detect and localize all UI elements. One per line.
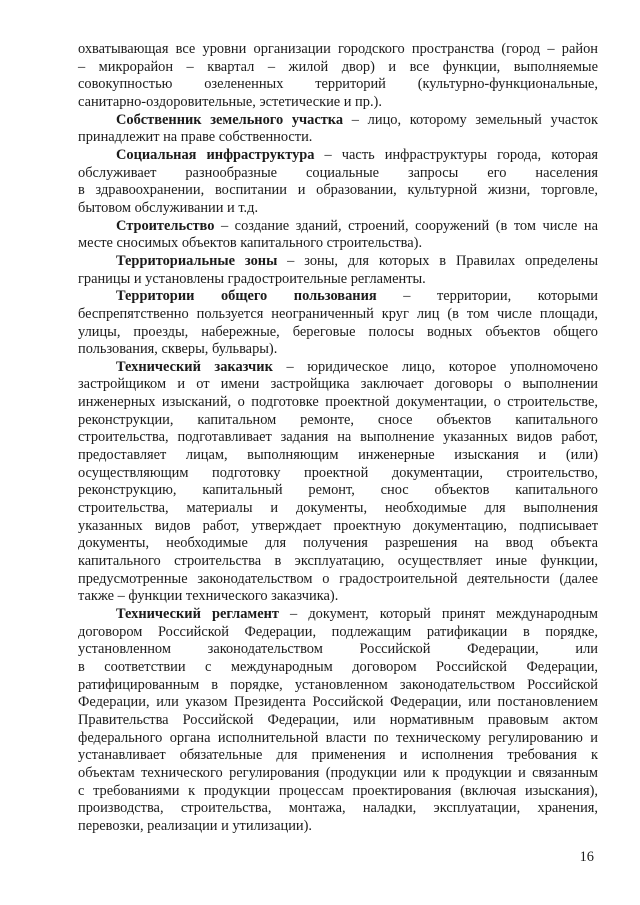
text-line: месте сносимых объектов капитального строительства). xyxy=(78,235,423,252)
text-line: осуществляющим подготовку проектной документации, строительство, xyxy=(78,464,598,481)
definition-start: – документ, который принят международным xyxy=(290,606,598,622)
paragraph-construction xyxy=(78,218,598,253)
text-line: предоставляет лицам, выполняющим инженерные изыскания и (или) xyxy=(78,447,598,464)
text-line: установленном законодательством Российской Федерации, или xyxy=(78,641,598,658)
body-text xyxy=(78,41,598,836)
text-line: с требованиями к продукции процессам проектирования (включая изыскания), xyxy=(78,782,598,799)
term-heading: Территории общего пользования xyxy=(116,288,377,305)
text-line: объектам технического регулирования (продукции или к продукции и связанным xyxy=(78,764,598,781)
text-line: ратифицированным в порядке, установленном законодательством Российской xyxy=(78,676,598,693)
text-line: бытовом обслуживании и т.д. xyxy=(78,199,259,216)
text-line: договором Российской Федерации, подлежащим ратификации в порядке, xyxy=(78,623,598,640)
text-line xyxy=(78,359,598,377)
text-line xyxy=(78,147,598,165)
text-line: производства, строительства, монтажа, наладки, эксплуатации, хранения, xyxy=(78,800,598,817)
text-line: санитарно-оздоровительные, эстетические и пр.). xyxy=(78,93,382,110)
text-line: реконструкцию, капитальный ремонт, снос объектов капитального xyxy=(78,482,598,499)
definition-start: – зоны, для которых в Правилах определены xyxy=(287,252,598,269)
term-heading: Социальная инфраструктура xyxy=(116,146,315,163)
text-line xyxy=(78,112,598,130)
text-line: границы и установлены градостроительные регламенты. xyxy=(78,270,426,287)
term-heading: Собственник земельного участка xyxy=(116,111,344,128)
definition-start: – создание зданий, строений, сооружений (в том числе на xyxy=(220,217,598,234)
paragraph-social-infrastructure xyxy=(78,147,598,218)
text-line: пользования, скверы, бульвары). xyxy=(78,341,278,358)
text-line: документы, необходимые для получения разрешения на ввод объекта xyxy=(78,535,598,552)
text-line: также – функции технического заказчика). xyxy=(78,588,339,605)
text-line: обслуживает разнообразные социальные запросы его населения xyxy=(78,164,598,181)
text-line: инженерных изысканий, о подготовке проектной документации, о строительстве, xyxy=(78,394,598,411)
page-number: 16 xyxy=(579,849,594,865)
text-line: улицы, проезды, набережные, береговые полосы водных объектов общего xyxy=(78,323,598,340)
text-line xyxy=(78,253,598,271)
text-line: реконструкции, капитальном ремонте, сносе объектов капитального xyxy=(78,411,598,428)
text-line xyxy=(78,218,598,236)
text-line: капитального строительства в эксплуатацию, осуществляет иные функции, xyxy=(78,553,598,570)
term-heading: Строительство xyxy=(116,217,215,234)
text-line: застройщиком и от имени застройщика заключает договоры о выполнении xyxy=(78,376,598,393)
text-line: строительства, подготавливает задания на выполнение указанных видов работ, xyxy=(78,429,598,446)
text-line: предусмотренные законодательством о градостроительной деятельности (далее xyxy=(78,570,598,587)
paragraph-technical-customer xyxy=(78,359,598,606)
term-heading: Технический заказчик xyxy=(116,358,273,375)
definition-start: – территории, которыми xyxy=(403,288,598,305)
text-line: Федерации, или указом Президента Российской Федерации, или постановлением xyxy=(78,694,598,711)
text-line: – микрорайон – квартал – жилой двор) и все функции, выполняемые xyxy=(78,58,598,75)
paragraph-territorial-zones xyxy=(78,253,598,288)
definition-start: – лицо, которому земельный участок xyxy=(351,111,598,128)
text-line: охватывающая все уровни организации городского пространства (город – район xyxy=(78,41,598,57)
text-line xyxy=(78,288,598,306)
text-line: беспрепятственно пользуется неограниченный круг лиц (в том числе площади, xyxy=(78,305,598,322)
definition-start: – часть инфраструктуры города, которая xyxy=(324,146,598,163)
term-heading: Территориальные зоны xyxy=(116,252,278,269)
text-line: устанавливает обязательные для применения и исполнения требования к xyxy=(78,747,598,764)
text-line: совокупностью озелененных территорий (культурно-функциональные, xyxy=(78,76,598,93)
text-line xyxy=(78,606,598,624)
text-line: в здравоохранении, воспитании и образовании, культурной жизни, торговле, xyxy=(78,182,598,199)
text-line: указанных видов работ, утверждает проектную документацию, подписывает xyxy=(78,517,598,534)
paragraph-continuation xyxy=(78,41,598,112)
definition-start: – юридическое лицо, которое уполномочено xyxy=(286,358,598,375)
text-line: в соответствии с международным договором Российской Федерации, xyxy=(78,658,598,675)
text-line: принадлежит на праве собственности. xyxy=(78,129,313,146)
paragraph-technical-regulation xyxy=(78,606,598,836)
term-heading: Технический регламент xyxy=(116,606,279,622)
text-line: строительства, материалы и документы, необходимые для выполнения xyxy=(78,500,598,517)
text-line: Правительства Российской Федерации, или нормативным правовым актом xyxy=(78,711,598,728)
paragraph-land-owner xyxy=(78,112,598,147)
text-line: федерального органа исполнительной власти по техническому регулированию и xyxy=(78,729,598,746)
paragraph-public-territories xyxy=(78,288,598,359)
text-line: перевозки, реализации и утилизации). xyxy=(78,817,312,834)
